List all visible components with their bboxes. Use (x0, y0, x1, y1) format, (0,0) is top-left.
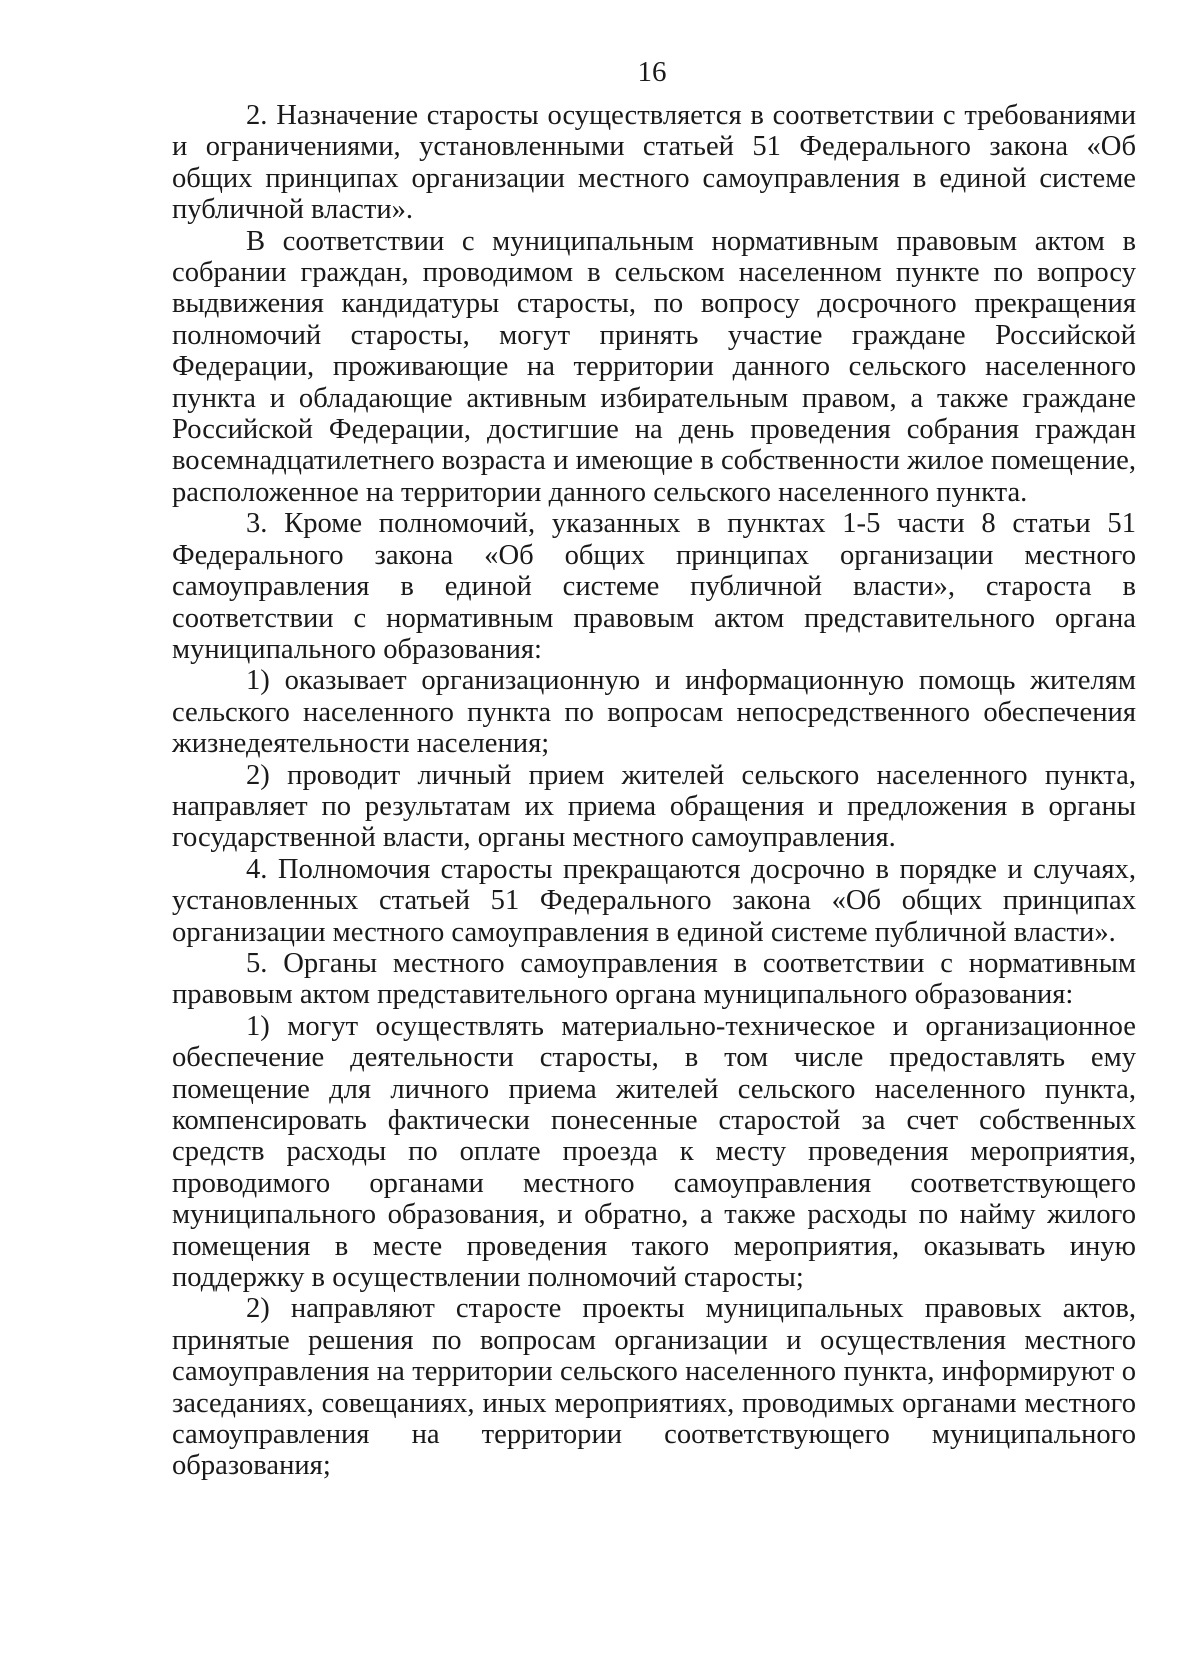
paragraph-participation: В соответствии с муниципальным нормативным правовым актом в собрании граждан, проводимом в сельском населенном пункте по вопросу выдвижения кандидатуры старосты, по вопросу досрочного прекращения полномочий старосты, могут принять участие граждане Российской Федерации, проживающие на территории данного сельского населенного пункта и обладающие активным избирательным правом, а также граждане Российской Федерации, достигшие на день проведения собрания граждан восемнадцатилетнего возраста и имеющие в собственности жилое помещение, расположенное на территории данного сельского населенного пункта. (172, 225, 1136, 508)
paragraph-clause-3-item-2: 2) проводит личный прием жителей сельского населенного пункта, направляет по результатам их приема обращения и предложения в органы государственной власти, органы местного самоуправления. (172, 759, 1136, 854)
paragraph-clause-3-item-1: 1) оказывает организационную и информационную помощь жителям сельского населенного пункта по вопросам непосредственного обеспечения жизнедеятельности населения; (172, 665, 1136, 760)
paragraph-clause-3: 3. Кроме полномочий, указанных в пунктах 1-5 части 8 статьи 51 Федерального закона «Об общих принципах организации местного самоуправления в единой системе публичной власти», староста в соответствии с нормативным правовым актом представительного органа муниципального образования: (172, 508, 1136, 665)
paragraph-clause-4: 4. Полномочия старосты прекращаются досрочно в порядке и случаях, установленных статьей 51 Федерального закона «Об общих принципах организации местного самоуправления в единой системе публичной власти». (172, 853, 1136, 948)
paragraph-clause-2: 2. Назначение старосты осуществляется в соответствии с требованиями и ограничениями, установленными статьей 51 Федерального закона «Об общих принципах организации местного самоуправления в единой системе публичной власти». (172, 100, 1136, 226)
paragraph-clause-5-item-1: 1) могут осуществлять материально-техническое и организационное обеспечение деятельности старосты, в том числе предоставлять ему помещение для личного приема жителей сельского населенного пункта, компенсировать фактически понесенные старостой за счет собственных средств расходы по оплате проезда к месту проведения мероприятия, проводимого органами местного самоуправления соответствующего муниципального образования, и обратно, а также расходы по найму жилого помещения в месте проведения такого мероприятия, оказывать иную поддержку в осуществлении полномочий старосты; (172, 1010, 1136, 1294)
page-number: 16 (637, 56, 667, 88)
paragraph-clause-5: 5. Органы местного самоуправления в соответствии с нормативным правовым актом представительного органа муниципального образования: (172, 947, 1136, 1011)
paragraph-clause-5-item-2: 2) направляют старосте проекты муниципальных правовых актов, принятые решения по вопросам организации и осуществления местного самоуправления на территории сельского населенного пункта, информируют о заседаниях, совещаниях, иных мероприятиях, проводимых органами местного самоуправления на территории соответствующего муниципального образования; (172, 1293, 1136, 1482)
document-body (172, 100, 1136, 1482)
